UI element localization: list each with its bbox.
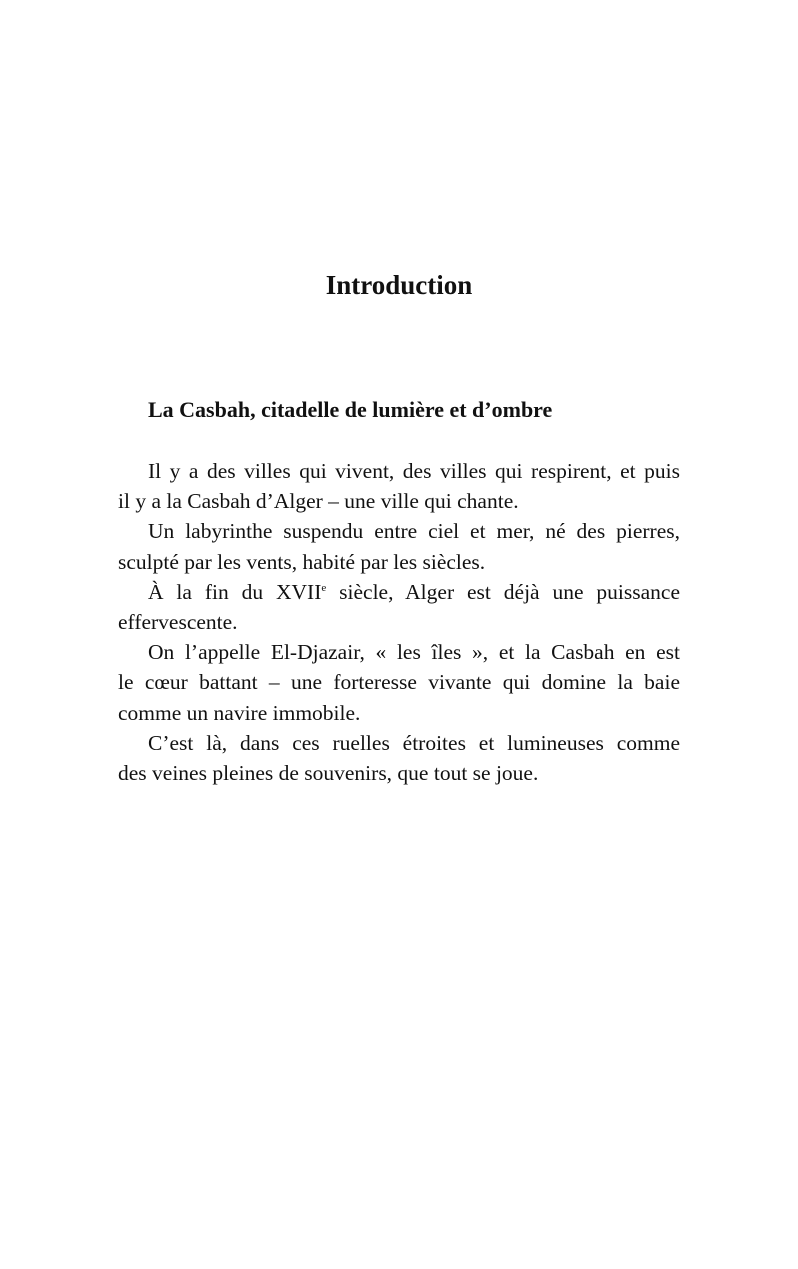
text-line: [118, 577, 680, 607]
text-line: comme un navire immobile.: [118, 700, 361, 725]
paragraph-5: [118, 728, 680, 788]
text-line: On l’appelle El-Djazair, « les îles », et la Casbah en est: [148, 640, 680, 665]
text-line: des veines pleines de souvenirs, que tout se joue.: [118, 761, 539, 786]
section-heading: La Casbah, citadelle de lumière et d’ombre: [148, 397, 553, 422]
chapter-title: Introduction: [325, 270, 473, 300]
text-line: C’est là, dans ces ruelles étroites et lumineuses comme: [148, 730, 680, 755]
text-line: effervescente.: [118, 610, 238, 635]
body-text: [118, 456, 680, 788]
text-line: sculpté par les vents, habité par les siècles.: [118, 549, 486, 574]
text-line: Il y a des villes qui vivent, des villes qui respirent, et puis: [148, 459, 680, 483]
text-fragment: siècle, Alger est déjà une puissance: [326, 579, 680, 604]
paragraph-3: [118, 577, 680, 637]
text-line: Un labyrinthe suspendu entre ciel et mer, né des pierres,: [148, 519, 680, 544]
text-line: il y a la Casbah d’Alger – une ville qui chante.: [118, 489, 519, 514]
ordinal-superscript: e: [321, 581, 327, 594]
paragraph-4: [118, 637, 680, 728]
paragraph-2: [118, 516, 680, 576]
paragraph-1: [118, 456, 680, 516]
text-line: le cœur battant – une forteresse vivante qui domine la baie: [118, 670, 680, 695]
text-fragment: À la fin du XVII: [148, 579, 322, 604]
